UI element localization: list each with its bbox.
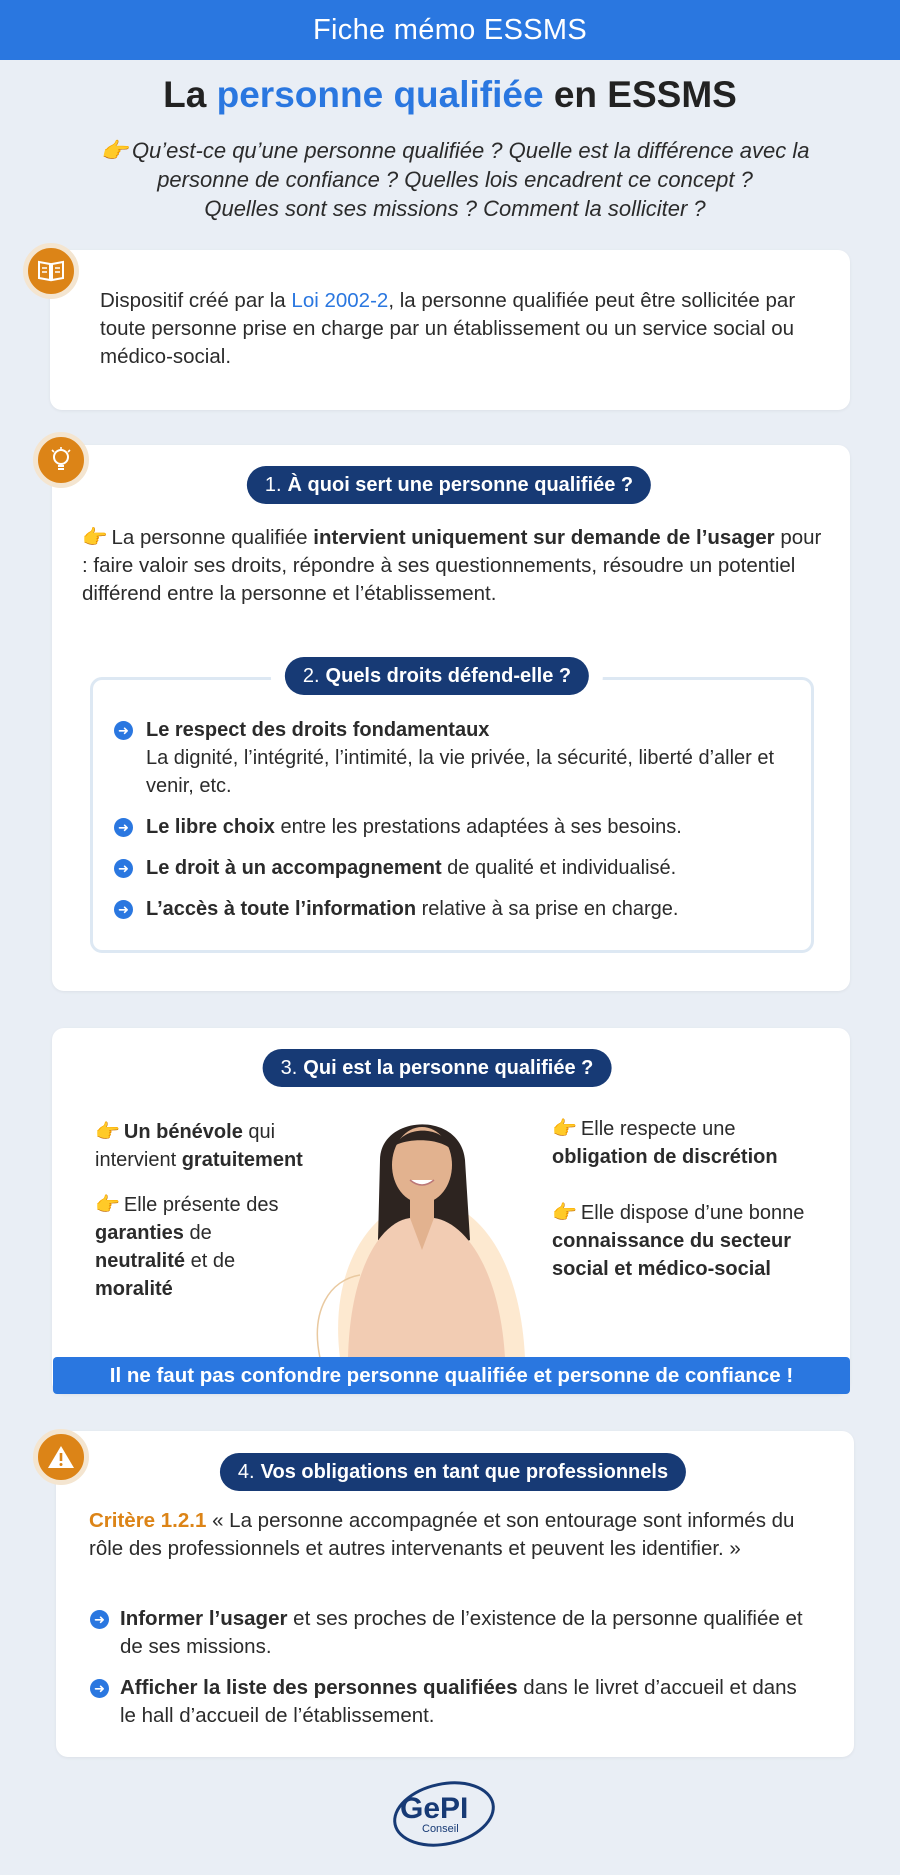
obligations-list bbox=[88, 1605, 808, 1743]
law-link[interactable]: Loi 2002-2 bbox=[291, 289, 389, 312]
title-highlight: personne qualifiée bbox=[216, 74, 544, 115]
pill-role: 1. À quoi sert une personne qualifiée ? bbox=[247, 466, 651, 504]
warning-icon bbox=[33, 1429, 89, 1485]
header-bar bbox=[0, 0, 900, 60]
who-left-2: 👉 Elle présente des garanties de neutralité et de moralité bbox=[95, 1194, 279, 1300]
arrow-right-icon: ➜ bbox=[114, 900, 133, 919]
pointing-hand-icon: 👉 bbox=[82, 526, 108, 549]
pill-oblig: 4. Vos obligations en tant que professionnels bbox=[220, 1453, 686, 1491]
pointing-hand-icon: 👉 bbox=[95, 1121, 120, 1143]
criterion-label: Critère 1.2.1 bbox=[89, 1509, 207, 1532]
law-text: Dispositif créé par la Loi 2002-2, la personne qualifiée peut être sollicitée par toute personne prise en charge par un établissement ou un service social ou médico-social. bbox=[100, 289, 796, 368]
header-title: Fiche mémo ESSMS bbox=[313, 13, 587, 46]
list-item: ➜ L’accès à toute l’information relative à sa prise en charge. bbox=[112, 895, 802, 923]
pill-rights: 2. Quels droits défend-elle ? bbox=[285, 657, 589, 695]
who-left-1: 👉 Un bénévole qui intervient gratuitement bbox=[95, 1121, 303, 1171]
arrow-right-icon: ➜ bbox=[114, 818, 133, 837]
arrow-right-icon: ➜ bbox=[114, 721, 133, 740]
arrow-right-icon: ➜ bbox=[90, 1610, 109, 1629]
role-text: 👉 La personne qualifiée intervient uniquement sur demande de l’usager pour : faire valoir ses droits, répondre à ses questionnements, résoudre un potentiel différend entre la personne et l’établissement. bbox=[82, 526, 822, 605]
logo-name: GePI bbox=[400, 1792, 469, 1825]
rights-list bbox=[112, 716, 802, 936]
list-item: ➜ Afficher la liste des personnes qualifiées dans le livret d’accueil et dans le hall d’accueil de l’établissement. bbox=[88, 1674, 808, 1730]
arrow-right-icon: ➜ bbox=[90, 1679, 109, 1698]
who-right-1: 👉 Elle respecte une obligation de discrétion bbox=[552, 1118, 778, 1168]
law-book-icon bbox=[23, 243, 79, 299]
who-right-2: 👉 Elle dispose d’une bonne connaissance du secteur social et médico-social bbox=[552, 1202, 805, 1280]
list-item: ➜ Le libre choix entre les prestations adaptées à ses besoins. bbox=[112, 813, 802, 841]
gepi-logo bbox=[382, 1770, 518, 1850]
criterion-text: Critère 1.2.1 « La personne accompagnée et son entourage sont informés du rôle des professionnels et autres intervenants et peuvent les identifier. » bbox=[89, 1509, 795, 1560]
arrow-right-icon: ➜ bbox=[114, 859, 133, 878]
pointing-hand-icon: 👉 bbox=[95, 1194, 120, 1216]
pointing-hand-icon: 👉 bbox=[552, 1118, 577, 1140]
list-item: ➜ Le respect des droits fondamentaux La dignité, l’intégrité, l’intimité, la vie privée, la sécurité, liberté d’aller et venir, etc. bbox=[112, 716, 802, 800]
page-title: La personne qualifiée en ESSMS bbox=[163, 74, 737, 115]
pointing-hand-icon: 👉 bbox=[100, 138, 128, 163]
pointing-hand-icon: 👉 bbox=[552, 1202, 577, 1224]
warning-banner: Il ne faut pas confondre personne qualifiée et personne de confiance ! bbox=[53, 1357, 850, 1394]
logo-sub: Conseil bbox=[422, 1823, 459, 1835]
lightbulb-icon bbox=[33, 432, 89, 488]
pill-who: 3. Qui est la personne qualifiée ? bbox=[263, 1049, 612, 1087]
intro-questions: 👉 Qu’est-ce qu’une personne qualifiée ? Quelle est la différence avec la personne de confiance ? Quelles lois encadrent ce concept ? Quelles sont ses missions ? Comment la solliciter ? bbox=[100, 138, 810, 221]
list-item: ➜ Le droit à un accompagnement de qualité et individualisé. bbox=[112, 854, 802, 882]
list-item: ➜ Informer l’usager et ses proches de l’existence de la personne qualifiée et de ses missions. bbox=[88, 1605, 808, 1661]
